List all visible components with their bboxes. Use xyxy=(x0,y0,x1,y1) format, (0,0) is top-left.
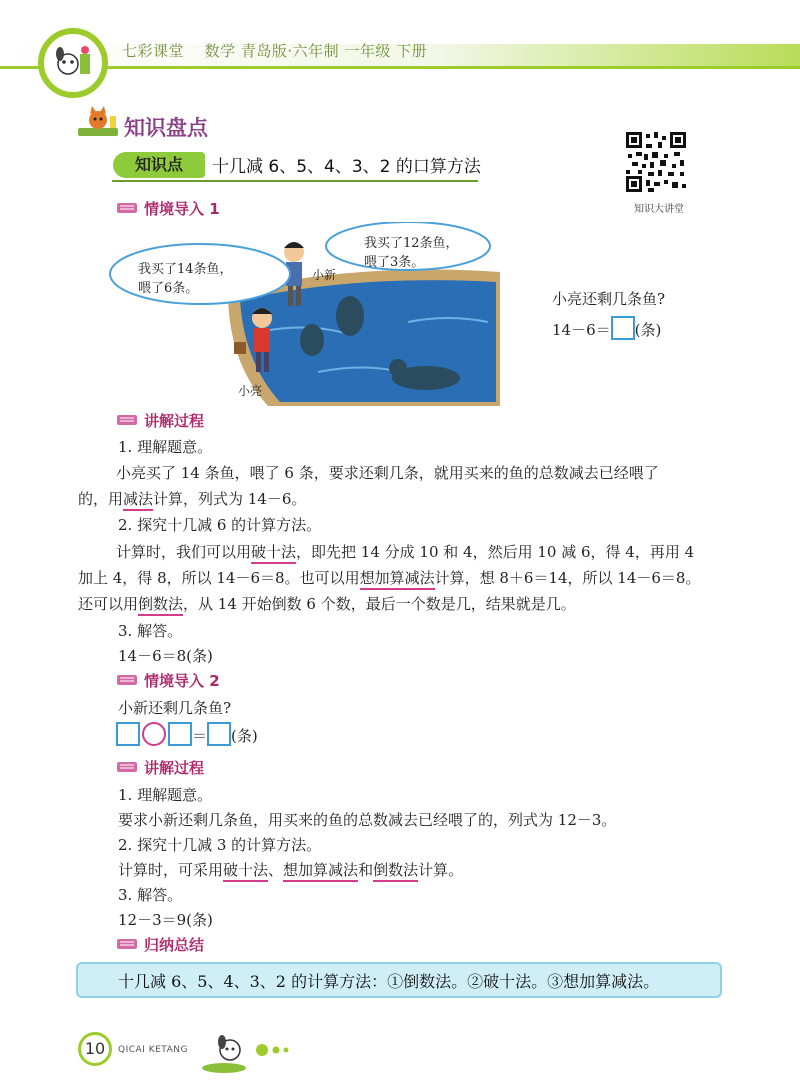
label-xiaoxin: 小新 xyxy=(312,268,337,282)
explain2-answer: 12－3＝9(条) xyxy=(118,911,213,929)
explain1-para2-line1: 计算时，我们可以用破十法，即先把 14 分成 10 和 4，然后用 10 减 6，得 4，再用 4 xyxy=(116,541,694,562)
book-icon xyxy=(116,937,138,951)
knowledge-point-tag: 知识点 xyxy=(113,152,205,178)
title-underline xyxy=(112,180,478,182)
number-box-1[interactable] xyxy=(116,722,140,746)
operator-circle[interactable] xyxy=(142,722,166,746)
explain1-heading: 讲解过程 xyxy=(116,410,204,431)
cat-icon xyxy=(76,106,120,138)
explain1-para1-line2: 的，用减法计算，列式为 14－6。 xyxy=(78,488,306,509)
scene2-equation: ＝ (条) xyxy=(116,722,258,746)
mascot-icon xyxy=(44,34,102,92)
explain2-step2: 2. 探究十几减 3 的计算方法。 xyxy=(118,836,322,854)
label-xiaoliang: 小亮 xyxy=(238,384,263,398)
result-box[interactable] xyxy=(207,722,231,746)
qr-caption: 知识大讲堂 xyxy=(634,204,684,215)
book-icon xyxy=(116,201,138,215)
explain1-para2-line2: 加上 4，得 8，所以 14－6＝8。也可以用想加算减法计算，想 8＋6＝14，所以 14－6＝8。 xyxy=(78,567,700,588)
summary-box: 十几减 6、5、4、3、2 的计算方法：①倒数法。②破十法。③想加算减法。 xyxy=(76,962,722,998)
explain1-step1: 1. 理解题意。 xyxy=(118,438,213,456)
section-title: 知识盘点 xyxy=(124,116,208,140)
speech-bubble-right: 我买了12条鱼， 喂了3条。 xyxy=(364,236,459,270)
explain1-answer: 14－6＝8(条) xyxy=(118,647,213,665)
qr-code-icon[interactable] xyxy=(624,130,688,194)
answer-box[interactable] xyxy=(611,316,635,340)
scene2-heading: 情境导入 2 xyxy=(116,670,220,691)
explain1-step3: 3. 解答。 xyxy=(118,622,183,640)
summary-heading: 归纳总结 xyxy=(116,934,204,955)
scene2-question: 小新还剩几条鱼? xyxy=(118,699,232,717)
book-icon xyxy=(116,760,138,774)
book-icon xyxy=(116,673,138,687)
explain2-step1: 1. 理解题意。 xyxy=(118,786,213,804)
explain2-para1: 要求小新还剩几条鱼，用买来的鱼的总数减去已经喂了的，列式为 12－3。 xyxy=(118,811,617,829)
speech-bubble-left: 我买了14条鱼， 喂了6条。 xyxy=(138,262,233,296)
explain1-para1-line1: 小亮买了 14 条鱼，喂了 6 条，要求还剩几条，就用买来的鱼的总数减去已经喂了 xyxy=(116,464,659,482)
scene1-heading: 情境导入 1 xyxy=(116,198,220,219)
header-text xyxy=(122,40,427,61)
explain1-para2-line3: 还可以用倒数法，从 14 开始倒数 6 个数，最后一个数是几，结果就是几。 xyxy=(78,593,576,614)
page-number: 10 xyxy=(78,1032,112,1066)
explain1-step2: 2. 探究十几减 6 的计算方法。 xyxy=(118,516,322,534)
footer-brand: QICAI KETANG xyxy=(118,1045,188,1055)
explain2-para2: 计算时，可采用破十法、想加算减法和倒数法计算。 xyxy=(118,859,463,880)
series-logo xyxy=(38,28,108,98)
number-box-2[interactable] xyxy=(168,722,192,746)
series-name: 七彩课堂 xyxy=(122,42,185,60)
scene1-equation: 14－6＝ (条) xyxy=(552,316,661,340)
knowledge-point-title: 十几减 6、5、4、3、2 的口算方法 xyxy=(212,157,481,177)
subject-edition: 数学 青岛版·六年制 一年级 下册 xyxy=(204,42,428,60)
footer-mascot-icon xyxy=(200,1030,300,1074)
explain2-heading: 讲解过程 xyxy=(116,757,204,778)
explain2-step3: 3. 解答。 xyxy=(118,886,183,904)
book-icon xyxy=(116,413,138,427)
scene1-question: 小亮还剩几条鱼? xyxy=(552,290,666,308)
